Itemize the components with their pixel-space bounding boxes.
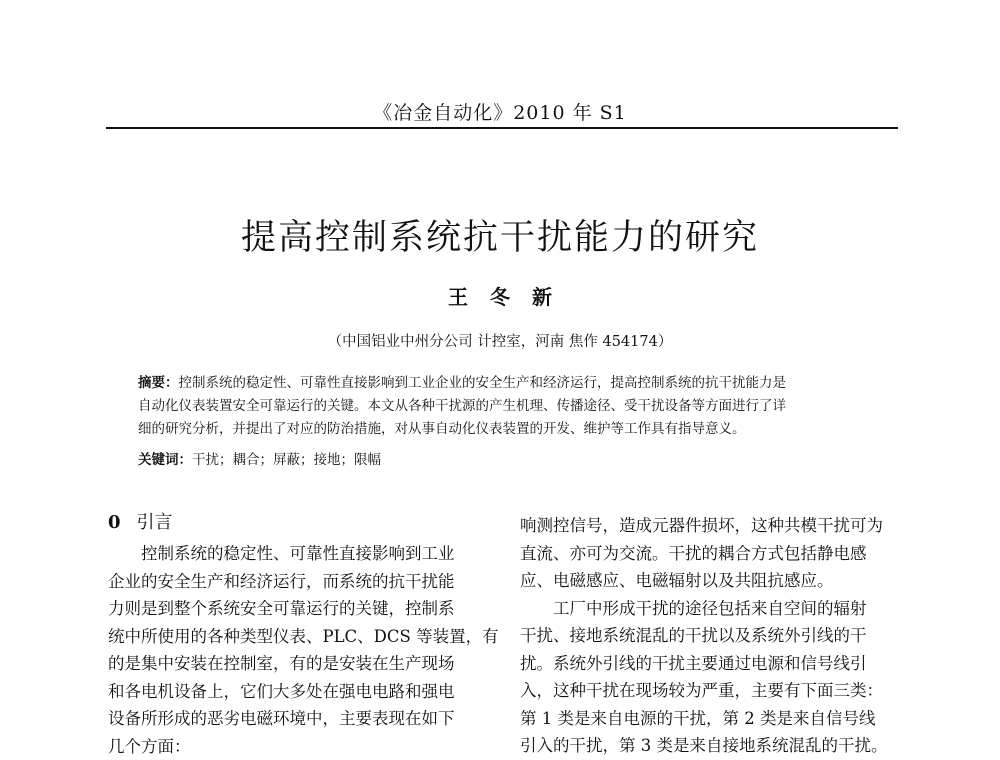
body-line: 扰。系统外引线的干扰主要通过电源和信号线引 <box>520 653 867 673</box>
paper-title: 提高控制系统抗干扰能力的研究 <box>240 218 759 258</box>
body-line: 引入的干扰，第 3 类是来自接地系统混乱的干扰。 <box>520 736 888 755</box>
abstract-line-2: 自动化仪表装置安全可靠运行的关键。本文从各种干扰源的产生机理、传播途径、受干扰设备等方面进行了详 <box>138 398 786 414</box>
section-heading <box>108 508 173 534</box>
body-line: 控制系统的稳定性、可靠性直接影响到工业 <box>108 544 455 563</box>
section-number: 0 <box>108 512 121 533</box>
author-name: 王冬新 <box>448 285 574 309</box>
body-line: 干扰、接地系统混乱的干扰以及系统外引线的干 <box>520 626 867 645</box>
right-column <box>520 512 902 760</box>
body-line: 设备所形成的恶劣电磁环境中，主要表现在如下 <box>108 709 455 728</box>
affiliation: （中国铝业中州分公司 计控室，河南 焦作 454174） <box>327 334 673 350</box>
body-line: 第 1 类是来自电源的干扰，第 2 类是来自信号线 <box>520 708 876 728</box>
body-line: 和各电机设备上，它们大多处在强电电路和强电 <box>108 681 455 701</box>
body-line: 的是集中安装在控制室，有的是安装在生产现场 <box>108 654 455 673</box>
body-line: 应、电磁感应、电磁辐射以及共阻抗感应。 <box>520 571 834 590</box>
header-rule <box>106 127 898 129</box>
journal-header: 《冶金自动化》2010 年 S1 <box>373 102 627 124</box>
body-line: 响测控信号，造成元器件损坏，这种共模干扰可为 <box>520 516 883 535</box>
body-line: 统中所使用的各种类型仪表、PLC、DCS 等装置，有 <box>108 626 499 646</box>
abstract-label: 摘要： <box>138 375 179 391</box>
body-line: 几个方面： <box>108 736 191 756</box>
left-column <box>108 540 499 760</box>
body-line: 力则是到整个系统安全可靠运行的关键，控制系 <box>108 599 455 618</box>
body-line: 入，这种干扰在现场较为严重，主要有下面三类： <box>520 681 883 700</box>
body-line: 企业的安全生产和经济运行，而系统的抗干扰能 <box>108 571 455 591</box>
section-title: 引言 <box>136 512 173 533</box>
keywords <box>138 448 381 468</box>
abstract-line-1: 摘要：控制系统的稳定性、可靠性直接影响到工业企业的安全生产和经济运行，提高控制系统的抗干扰能力是 <box>138 375 786 391</box>
body-line: 直流、亦可为交流。干扰的耦合方式包括静电感 <box>520 543 867 563</box>
keywords-text: 干扰；耦合；屏蔽；接地；限幅 <box>192 452 381 468</box>
abstract <box>138 372 868 441</box>
abstract-line-3: 细的研究分析，并提出了对应的防治措施，对从事自动化仪表装置的开发、维护等工作具有指导意义。 <box>138 421 746 437</box>
body-line: 工厂中形成干扰的途径包括来自空间的辐射 <box>520 598 867 618</box>
keywords-label: 关键词： <box>138 452 192 468</box>
